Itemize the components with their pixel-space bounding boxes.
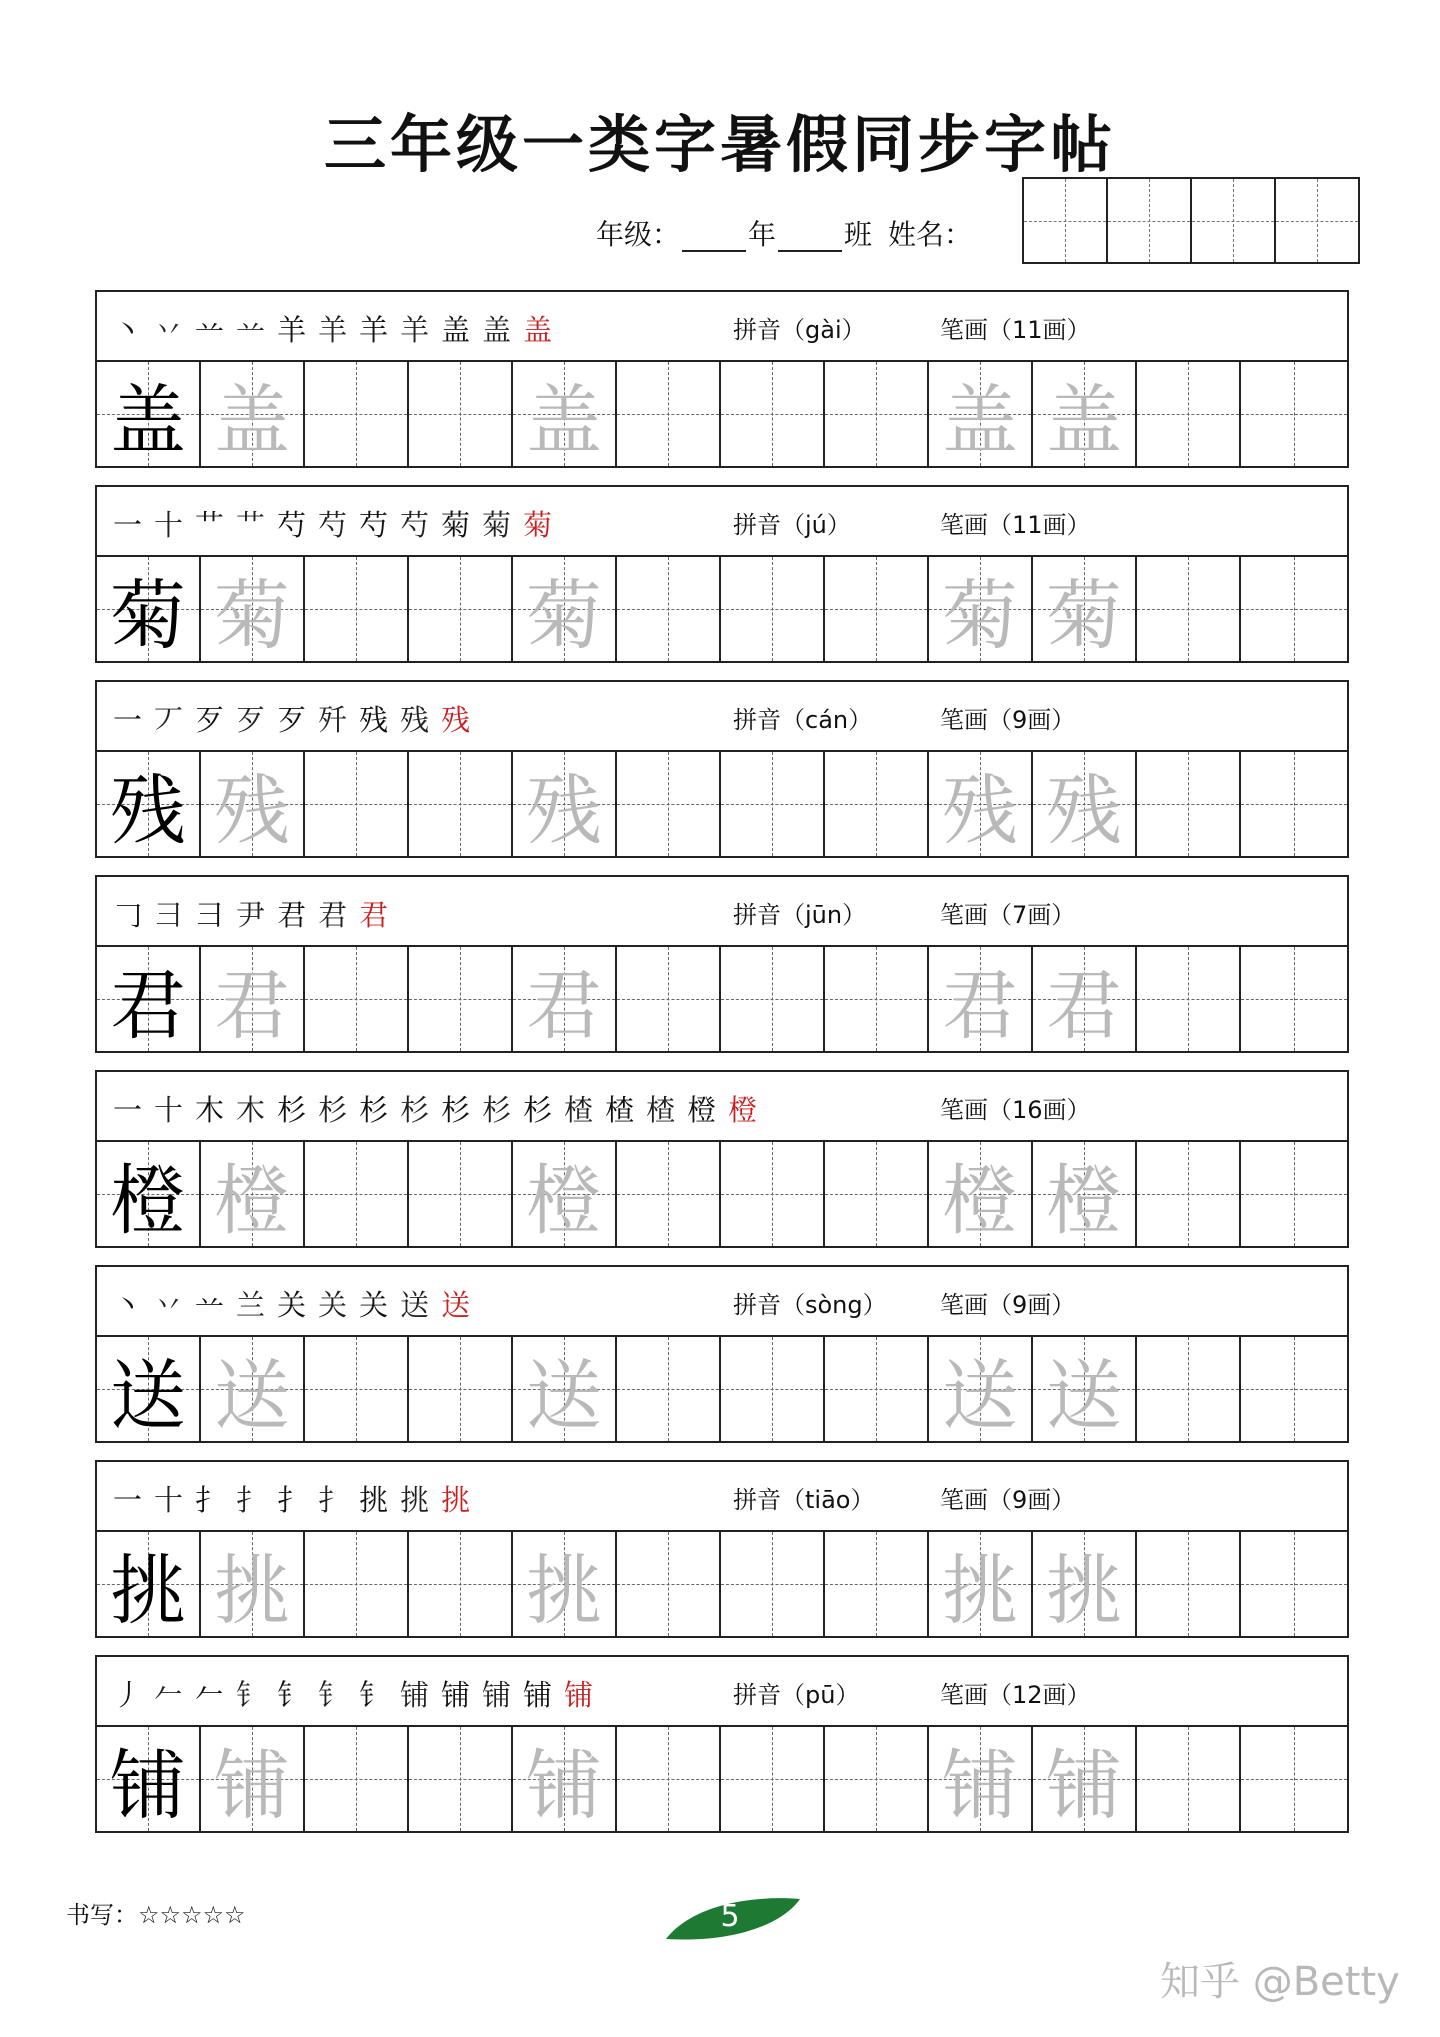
name-cell[interactable] bbox=[1108, 179, 1192, 262]
model-cell bbox=[97, 1142, 201, 1246]
stroke-order-row bbox=[95, 1265, 1349, 1335]
practice-cell[interactable] bbox=[929, 947, 1033, 1051]
year-suffix: 年 bbox=[748, 218, 777, 251]
model-character: 菊 bbox=[110, 570, 186, 660]
trace-character: 盖 bbox=[526, 375, 602, 465]
practice-cell[interactable] bbox=[1033, 1727, 1137, 1831]
practice-cell[interactable] bbox=[825, 362, 929, 466]
stroke-step: 残 bbox=[359, 703, 389, 737]
pinyin-label: 拼音（gài） bbox=[733, 316, 866, 344]
practice-cell[interactable] bbox=[305, 1337, 409, 1441]
practice-cell[interactable] bbox=[1033, 362, 1137, 466]
stroke-step: 关 bbox=[318, 1288, 348, 1322]
watermark: 知乎 @Betty bbox=[1160, 1959, 1400, 2005]
stroke-step: 一 bbox=[113, 1483, 143, 1517]
trace-character: 挑 bbox=[1046, 1545, 1122, 1635]
stroke-step: 歹 bbox=[195, 703, 225, 737]
practice-cell[interactable] bbox=[721, 1337, 825, 1441]
practice-cell[interactable] bbox=[617, 362, 721, 466]
practice-cell[interactable] bbox=[1241, 1337, 1347, 1441]
trace-character: 菊 bbox=[1046, 570, 1122, 660]
stroke-step: 楂 bbox=[605, 1093, 635, 1127]
stroke-count-label: 笔画（9画） bbox=[940, 706, 1076, 734]
trace-character: 橙 bbox=[214, 1155, 290, 1245]
stroke-step: 丆 bbox=[154, 703, 184, 737]
pinyin-label: 拼音（cán） bbox=[733, 706, 873, 734]
model-cell bbox=[97, 557, 201, 661]
practice-cell[interactable] bbox=[1137, 1337, 1241, 1441]
pinyin-label: 拼音（tiāo） bbox=[733, 1486, 875, 1514]
stroke-step: 歹 bbox=[277, 703, 307, 737]
practice-block bbox=[95, 1655, 1349, 1833]
model-cell bbox=[97, 1532, 201, 1636]
practice-cell[interactable] bbox=[201, 752, 305, 856]
trace-character: 橙 bbox=[526, 1155, 602, 1245]
stroke-step: 歹 bbox=[236, 703, 266, 737]
stroke-step: 丷 bbox=[154, 1288, 184, 1322]
practice-cell[interactable] bbox=[409, 362, 513, 466]
practice-cell[interactable] bbox=[721, 947, 825, 1051]
practice-cell[interactable] bbox=[1241, 752, 1347, 856]
stroke-step: 挑 bbox=[359, 1483, 389, 1517]
practice-cell[interactable] bbox=[1137, 362, 1241, 466]
stroke-step: 杉 bbox=[277, 1093, 307, 1127]
pinyin-label: 拼音（jú） bbox=[733, 511, 851, 539]
practice-cell[interactable] bbox=[409, 947, 513, 1051]
stroke-step: 一 bbox=[113, 508, 143, 542]
stroke-step: 羊 bbox=[277, 313, 307, 347]
trace-character: 菊 bbox=[526, 570, 602, 660]
practice-cell[interactable] bbox=[1241, 362, 1347, 466]
pinyin-label: 拼音（pū） bbox=[733, 1681, 860, 1709]
trace-character: 君 bbox=[1046, 960, 1122, 1050]
stroke-step: 橙 bbox=[687, 1093, 717, 1127]
stroke-order-row bbox=[95, 1460, 1349, 1530]
writing-grid bbox=[95, 1335, 1349, 1443]
practice-cell[interactable] bbox=[409, 557, 513, 661]
stroke-step: 杉 bbox=[482, 1093, 512, 1127]
stroke-step: 铺 bbox=[400, 1678, 430, 1712]
name-label: 姓名： bbox=[888, 218, 973, 251]
stroke-step: 艹 bbox=[195, 508, 225, 542]
practice-cell[interactable] bbox=[201, 947, 305, 1051]
writing-rating: 书写：☆☆☆☆☆ bbox=[66, 1901, 246, 1929]
trace-character: 残 bbox=[214, 765, 290, 855]
writing-grid bbox=[95, 555, 1349, 663]
practice-cell[interactable] bbox=[929, 1727, 1033, 1831]
trace-character: 橙 bbox=[1046, 1155, 1122, 1245]
trace-character: 盖 bbox=[1046, 375, 1122, 465]
trace-character: 铺 bbox=[214, 1740, 290, 1830]
practice-block bbox=[95, 290, 1349, 468]
practice-cell[interactable] bbox=[617, 947, 721, 1051]
practice-cell[interactable] bbox=[929, 1142, 1033, 1246]
practice-cell[interactable] bbox=[201, 557, 305, 661]
writing-grid bbox=[95, 1530, 1349, 1638]
stroke-step: 羊 bbox=[359, 313, 389, 347]
stroke-step: 歼 bbox=[318, 703, 348, 737]
trace-character: 挑 bbox=[526, 1545, 602, 1635]
stroke-step: 扌 bbox=[277, 1483, 307, 1517]
practice-cell[interactable] bbox=[513, 947, 617, 1051]
stroke-step: 十 bbox=[154, 1483, 184, 1517]
practice-cell[interactable] bbox=[721, 1142, 825, 1246]
stroke-count-label: 笔画（11画） bbox=[940, 511, 1091, 539]
practice-cell[interactable] bbox=[409, 1532, 513, 1636]
stroke-order bbox=[113, 503, 564, 544]
name-cell[interactable] bbox=[1276, 179, 1358, 262]
stroke-step: 丶 bbox=[113, 313, 143, 347]
practice-cell[interactable] bbox=[305, 1142, 409, 1246]
stroke-step: ⺕ bbox=[154, 898, 184, 932]
pinyin-label: 拼音（jūn） bbox=[733, 901, 867, 929]
trace-character: 盖 bbox=[214, 375, 290, 465]
stroke-step: 君 bbox=[318, 898, 348, 932]
stroke-step: 残 bbox=[441, 703, 471, 737]
stroke-order-row bbox=[95, 290, 1349, 360]
practice-cell[interactable] bbox=[201, 1727, 305, 1831]
trace-character: 送 bbox=[1046, 1350, 1122, 1440]
practice-cell[interactable] bbox=[721, 362, 825, 466]
page-number: 5 bbox=[720, 1899, 740, 1934]
writing-grid bbox=[95, 1725, 1349, 1833]
practice-cell[interactable] bbox=[929, 362, 1033, 466]
stroke-step: 送 bbox=[400, 1288, 430, 1322]
model-cell bbox=[97, 947, 201, 1051]
practice-cell[interactable] bbox=[825, 1727, 929, 1831]
stroke-step: 送 bbox=[441, 1288, 471, 1322]
stroke-count-label: 笔画（11画） bbox=[940, 316, 1091, 344]
practice-cell[interactable] bbox=[1033, 557, 1137, 661]
stroke-step: 关 bbox=[359, 1288, 389, 1322]
trace-character: 残 bbox=[1046, 765, 1122, 855]
practice-cell[interactable] bbox=[305, 1727, 409, 1831]
stroke-step: 铺 bbox=[564, 1678, 594, 1712]
name-cell[interactable] bbox=[1024, 179, 1108, 262]
practice-cell[interactable] bbox=[1137, 1532, 1241, 1636]
practice-block bbox=[95, 680, 1349, 858]
practice-cell[interactable] bbox=[929, 1337, 1033, 1441]
stroke-step: 扌 bbox=[318, 1483, 348, 1517]
stroke-step: 菊 bbox=[523, 508, 553, 542]
practice-cell[interactable] bbox=[1033, 1532, 1137, 1636]
model-cell bbox=[97, 752, 201, 856]
trace-character: 残 bbox=[942, 765, 1018, 855]
writing-grid bbox=[95, 360, 1349, 468]
practice-cell[interactable] bbox=[929, 752, 1033, 856]
stroke-step: 芍 bbox=[277, 508, 307, 542]
stroke-order bbox=[113, 1088, 769, 1129]
trace-character: 盖 bbox=[942, 375, 1018, 465]
stroke-step: 钅 bbox=[236, 1678, 266, 1712]
stroke-step: 钅 bbox=[359, 1678, 389, 1712]
stroke-step: 䒑 bbox=[236, 313, 266, 347]
stroke-step: 羊 bbox=[318, 313, 348, 347]
practice-cell[interactable] bbox=[1137, 752, 1241, 856]
stroke-step: 杉 bbox=[400, 1093, 430, 1127]
stroke-step: 残 bbox=[400, 703, 430, 737]
model-cell bbox=[97, 1337, 201, 1441]
page-title: 三年级一类字暑假同步字帖 bbox=[323, 108, 1116, 181]
stroke-step: 芍 bbox=[400, 508, 430, 542]
stroke-step: 尹 bbox=[236, 898, 266, 932]
practice-cell[interactable] bbox=[617, 1337, 721, 1441]
trace-character: 君 bbox=[214, 960, 290, 1050]
practice-cell[interactable] bbox=[513, 1532, 617, 1636]
practice-cell[interactable] bbox=[1241, 557, 1347, 661]
model-character: 铺 bbox=[110, 1740, 186, 1830]
stroke-step: 杉 bbox=[523, 1093, 553, 1127]
model-character: 送 bbox=[110, 1350, 186, 1440]
trace-character: 君 bbox=[526, 960, 602, 1050]
stroke-step: 木 bbox=[236, 1093, 266, 1127]
practice-cell[interactable] bbox=[721, 752, 825, 856]
stroke-order bbox=[113, 1673, 605, 1714]
practice-cell[interactable] bbox=[513, 1337, 617, 1441]
practice-cell[interactable] bbox=[721, 1532, 825, 1636]
practice-cell[interactable] bbox=[617, 557, 721, 661]
stroke-step: 十 bbox=[154, 508, 184, 542]
grade-blank[interactable] bbox=[682, 220, 746, 252]
stroke-order bbox=[113, 893, 400, 934]
stroke-order bbox=[113, 1478, 482, 1519]
model-character: 君 bbox=[110, 960, 186, 1050]
stroke-step: 盖 bbox=[441, 313, 471, 347]
practice-cell[interactable] bbox=[929, 1532, 1033, 1636]
practice-cell[interactable] bbox=[1137, 1142, 1241, 1246]
practice-cell[interactable] bbox=[721, 1727, 825, 1831]
stroke-step: 艹 bbox=[236, 508, 266, 542]
trace-character: 君 bbox=[942, 960, 1018, 1050]
practice-cell[interactable] bbox=[513, 1142, 617, 1246]
class-suffix: 班 bbox=[844, 218, 873, 251]
name-cell[interactable] bbox=[1192, 179, 1276, 262]
stroke-step: 钅 bbox=[277, 1678, 307, 1712]
stroke-order bbox=[113, 308, 564, 349]
practice-cell[interactable] bbox=[1241, 1727, 1347, 1831]
trace-character: 挑 bbox=[214, 1545, 290, 1635]
writing-grid bbox=[95, 945, 1349, 1053]
class-blank[interactable] bbox=[778, 220, 842, 252]
stroke-step: 扌 bbox=[236, 1483, 266, 1517]
stroke-order-row bbox=[95, 485, 1349, 555]
stroke-step: 丷 bbox=[154, 313, 184, 347]
practice-cell[interactable] bbox=[825, 947, 929, 1051]
practice-block bbox=[95, 875, 1349, 1053]
practice-cell[interactable] bbox=[513, 557, 617, 661]
stroke-step: 菊 bbox=[482, 508, 512, 542]
stroke-step: 羊 bbox=[400, 313, 430, 347]
practice-cell[interactable] bbox=[409, 1337, 513, 1441]
practice-block bbox=[95, 1070, 1349, 1248]
stroke-step: 君 bbox=[359, 898, 389, 932]
stroke-count-label: 笔画（7画） bbox=[940, 901, 1076, 929]
practice-block bbox=[95, 485, 1349, 663]
practice-cell[interactable] bbox=[201, 1532, 305, 1636]
stroke-step: 橙 bbox=[728, 1093, 758, 1127]
practice-cell[interactable] bbox=[409, 1727, 513, 1831]
stroke-step: 杉 bbox=[359, 1093, 389, 1127]
practice-cell[interactable] bbox=[305, 362, 409, 466]
stroke-order bbox=[113, 1283, 482, 1324]
practice-cell[interactable] bbox=[1033, 1142, 1137, 1246]
stroke-step: 挑 bbox=[441, 1483, 471, 1517]
model-cell bbox=[97, 1727, 201, 1831]
practice-block bbox=[95, 1265, 1349, 1443]
stroke-step: 芍 bbox=[359, 508, 389, 542]
trace-character: 挑 bbox=[942, 1545, 1018, 1635]
trace-character: 橙 bbox=[942, 1155, 1018, 1245]
stroke-step: 䒑 bbox=[195, 1288, 225, 1322]
stroke-step: 盖 bbox=[523, 313, 553, 347]
stroke-step: 一 bbox=[113, 1093, 143, 1127]
stroke-order bbox=[113, 698, 482, 739]
practice-cell[interactable] bbox=[1137, 947, 1241, 1051]
stroke-step: 𠂉 bbox=[154, 1678, 184, 1712]
stroke-step: 兰 bbox=[236, 1288, 266, 1322]
stroke-step: 盖 bbox=[482, 313, 512, 347]
trace-character: 送 bbox=[214, 1350, 290, 1440]
practice-cell[interactable] bbox=[825, 1142, 929, 1246]
grade-label: 年级： bbox=[596, 218, 681, 251]
stroke-count-label: 笔画（9画） bbox=[940, 1486, 1076, 1514]
practice-cell[interactable] bbox=[1241, 947, 1347, 1051]
stroke-order-row bbox=[95, 1655, 1349, 1725]
stroke-step: 一 bbox=[113, 703, 143, 737]
model-character: 残 bbox=[110, 765, 186, 855]
practice-cell[interactable] bbox=[825, 557, 929, 661]
trace-character: 残 bbox=[526, 765, 602, 855]
practice-cell[interactable] bbox=[513, 752, 617, 856]
practice-cell[interactable] bbox=[513, 362, 617, 466]
practice-cell[interactable] bbox=[305, 752, 409, 856]
stroke-step: 钅 bbox=[318, 1678, 348, 1712]
practice-block bbox=[95, 1460, 1349, 1638]
stroke-step: 菊 bbox=[441, 508, 471, 542]
name-grid[interactable] bbox=[1022, 177, 1360, 264]
stroke-step: 杉 bbox=[318, 1093, 348, 1127]
stroke-step: 木 bbox=[195, 1093, 225, 1127]
stroke-step: 君 bbox=[277, 898, 307, 932]
stroke-step: 芍 bbox=[318, 508, 348, 542]
stroke-step: 楂 bbox=[646, 1093, 676, 1127]
practice-cell[interactable] bbox=[409, 1142, 513, 1246]
trace-character: 铺 bbox=[526, 1740, 602, 1830]
stroke-step: 铺 bbox=[482, 1678, 512, 1712]
stroke-step: 关 bbox=[277, 1288, 307, 1322]
stroke-count-label: 笔画（9画） bbox=[940, 1291, 1076, 1319]
trace-character: 菊 bbox=[942, 570, 1018, 660]
stroke-order-row bbox=[95, 875, 1349, 945]
practice-cell[interactable] bbox=[513, 1727, 617, 1831]
model-cell bbox=[97, 362, 201, 466]
practice-cell[interactable] bbox=[617, 1142, 721, 1246]
practice-cell[interactable] bbox=[201, 1142, 305, 1246]
stroke-step: 䒑 bbox=[195, 313, 225, 347]
practice-cell[interactable] bbox=[825, 1532, 929, 1636]
stroke-step: 丶 bbox=[113, 1288, 143, 1322]
stroke-step: 丿 bbox=[113, 1678, 143, 1712]
stroke-step: 楂 bbox=[564, 1093, 594, 1127]
trace-character: 送 bbox=[942, 1350, 1018, 1440]
practice-cell[interactable] bbox=[617, 1727, 721, 1831]
practice-cell[interactable] bbox=[617, 752, 721, 856]
writing-grid bbox=[95, 750, 1349, 858]
stroke-order-row bbox=[95, 1070, 1349, 1140]
practice-cell[interactable] bbox=[825, 752, 929, 856]
stroke-step: 铺 bbox=[441, 1678, 471, 1712]
practice-cell[interactable] bbox=[201, 1337, 305, 1441]
trace-character: 菊 bbox=[214, 570, 290, 660]
student-info bbox=[596, 218, 972, 252]
practice-cell[interactable] bbox=[1241, 1532, 1347, 1636]
practice-cell[interactable] bbox=[617, 1532, 721, 1636]
practice-cell[interactable] bbox=[721, 557, 825, 661]
trace-character: 铺 bbox=[942, 1740, 1018, 1830]
practice-cell[interactable] bbox=[929, 557, 1033, 661]
practice-cell[interactable] bbox=[1033, 947, 1137, 1051]
practice-cell[interactable] bbox=[825, 1337, 929, 1441]
stroke-count-label: 笔画（12画） bbox=[940, 1681, 1091, 1709]
practice-cell[interactable] bbox=[1033, 752, 1137, 856]
pinyin-label: 拼音（sòng） bbox=[733, 1291, 887, 1319]
trace-character: 铺 bbox=[1046, 1740, 1122, 1830]
practice-cell[interactable] bbox=[305, 947, 409, 1051]
practice-cell[interactable] bbox=[1137, 557, 1241, 661]
practice-cell[interactable] bbox=[1137, 1727, 1241, 1831]
stroke-step: 扌 bbox=[195, 1483, 225, 1517]
stroke-step: ⺕ bbox=[195, 898, 225, 932]
practice-cell[interactable] bbox=[1033, 1337, 1137, 1441]
practice-cell[interactable] bbox=[305, 557, 409, 661]
stroke-step: 十 bbox=[154, 1093, 184, 1127]
trace-character: 送 bbox=[526, 1350, 602, 1440]
writing-grid bbox=[95, 1140, 1349, 1248]
practice-cell[interactable] bbox=[409, 752, 513, 856]
stroke-step: 挑 bbox=[400, 1483, 430, 1517]
stroke-step: 𠂉 bbox=[195, 1678, 225, 1712]
model-character: 盖 bbox=[110, 375, 186, 465]
stroke-step: 铺 bbox=[523, 1678, 553, 1712]
practice-cell[interactable] bbox=[201, 362, 305, 466]
model-character: 橙 bbox=[110, 1155, 186, 1245]
practice-cell[interactable] bbox=[305, 1532, 409, 1636]
model-character: 挑 bbox=[110, 1545, 186, 1635]
stroke-step: 杉 bbox=[441, 1093, 471, 1127]
stroke-count-label: 笔画（16画） bbox=[940, 1096, 1091, 1124]
practice-cell[interactable] bbox=[1241, 1142, 1347, 1246]
stroke-step: 𠃌 bbox=[113, 898, 143, 932]
stroke-order-row bbox=[95, 680, 1349, 750]
